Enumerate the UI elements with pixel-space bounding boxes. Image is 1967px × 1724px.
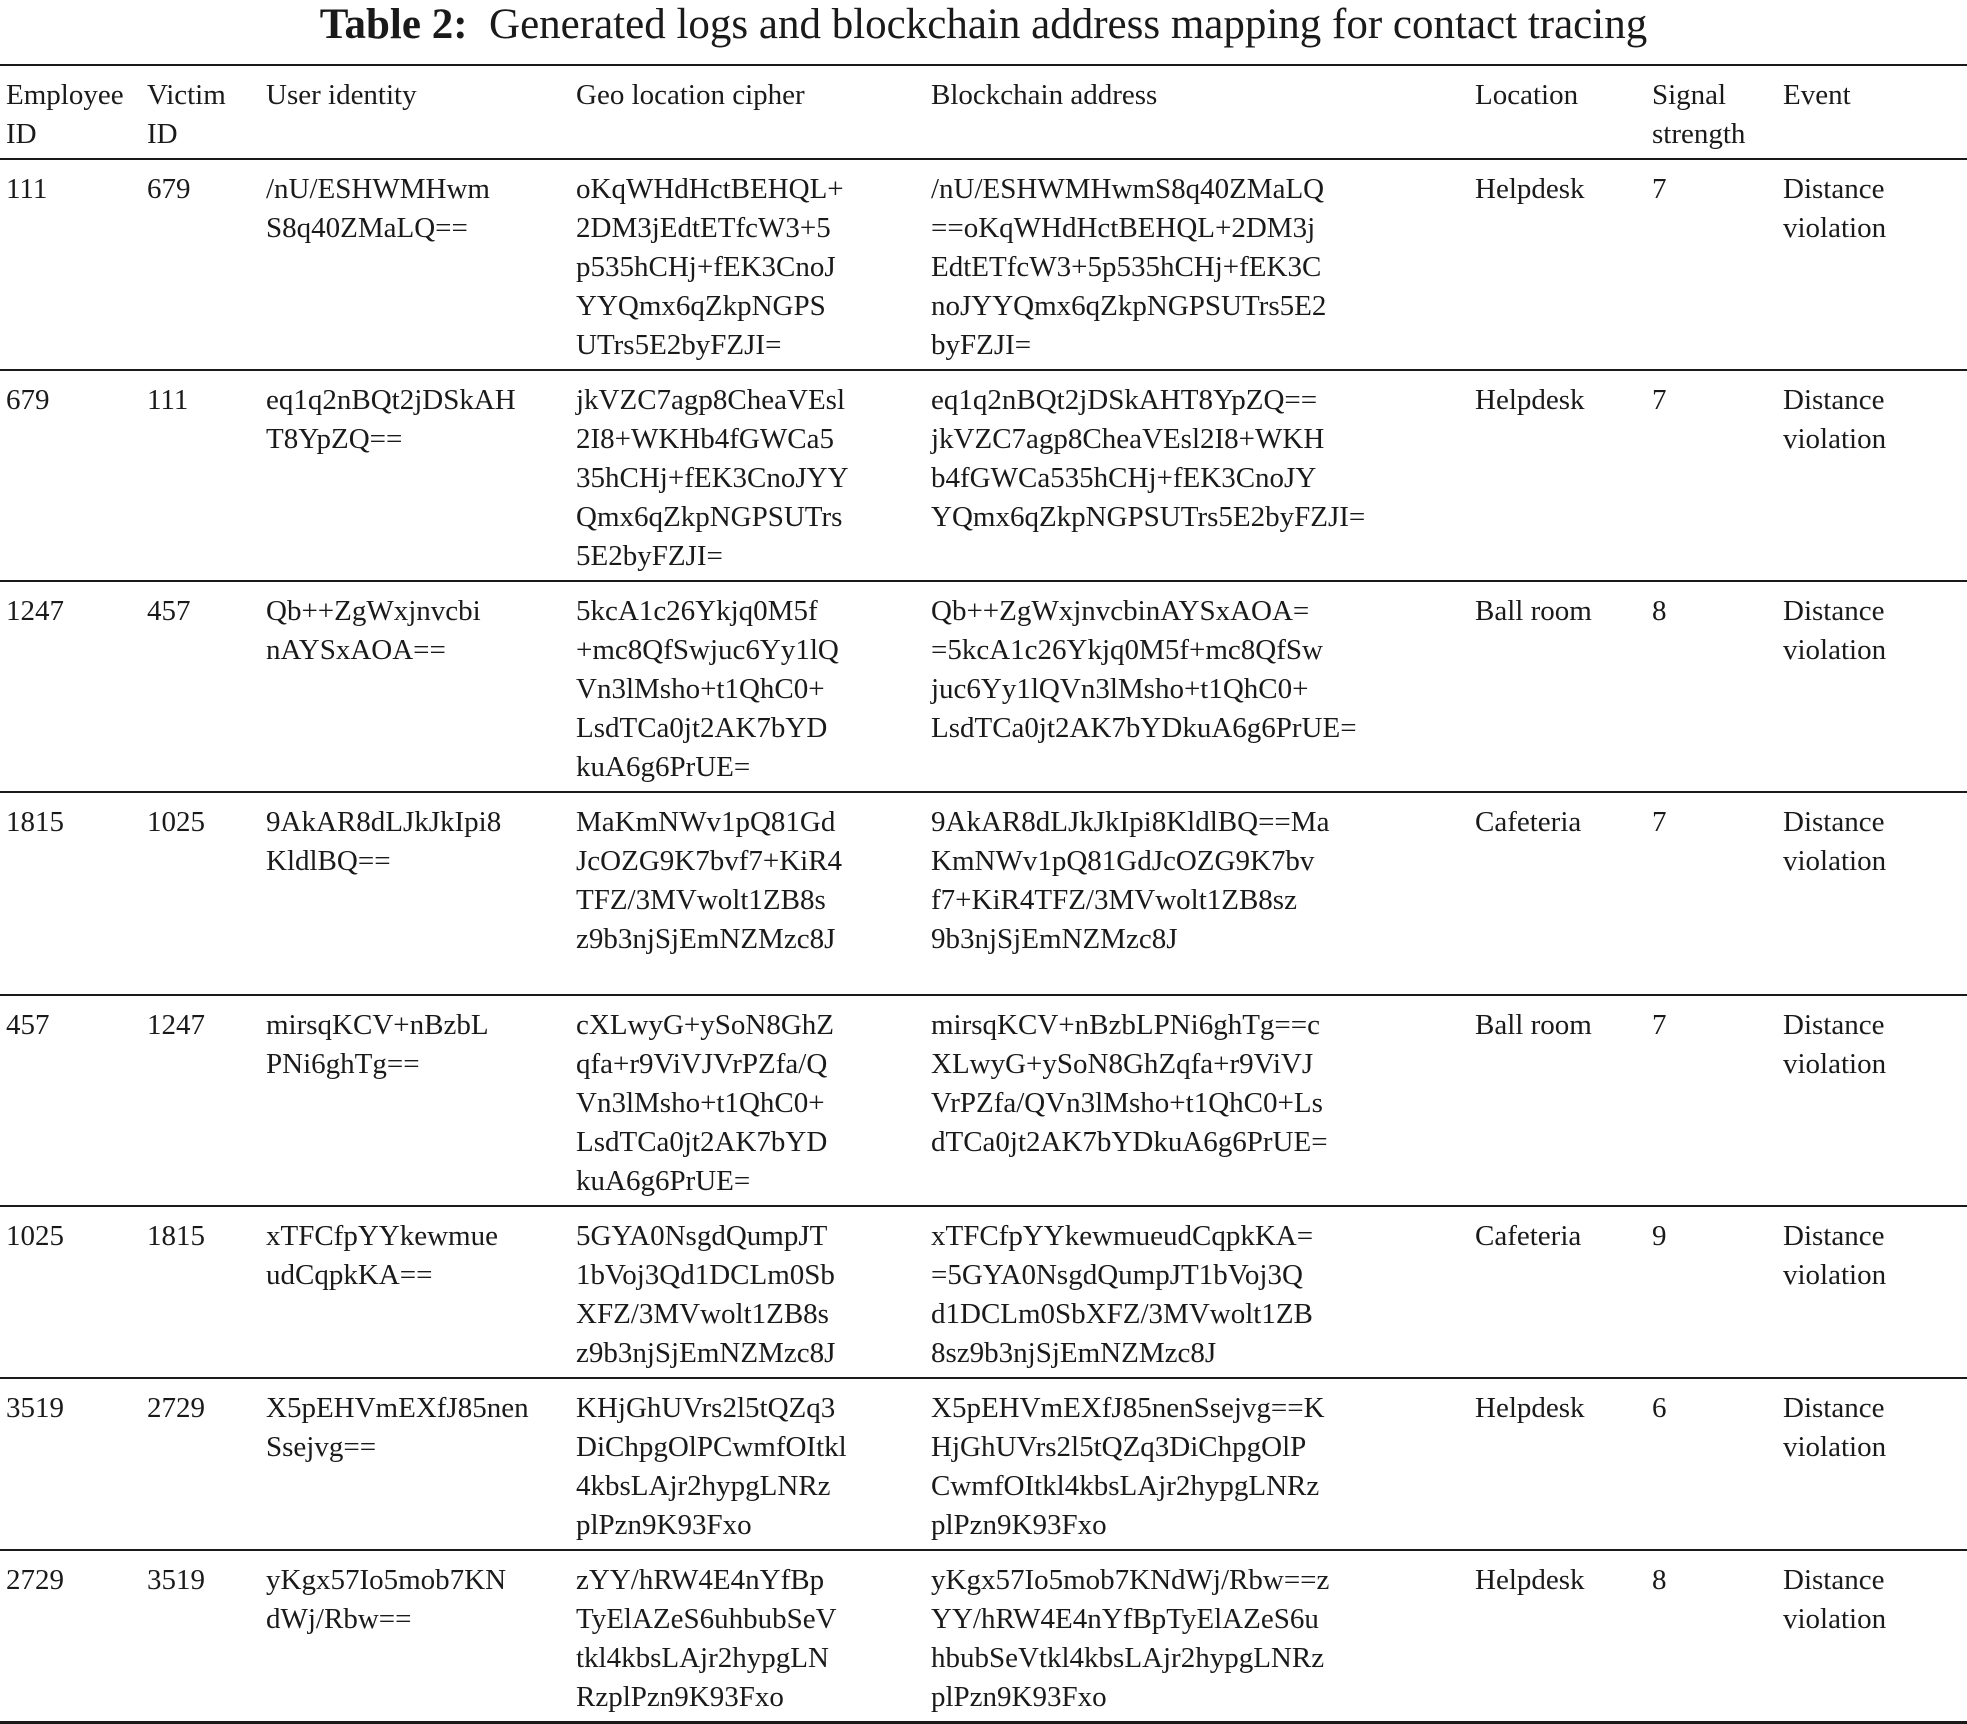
- cell-employee-id: 457: [6, 1009, 50, 1041]
- header-location: Location: [1475, 79, 1579, 111]
- cell-geo-cipher: zYY/hRW4E4nYfBp TyElAZeS6uhbubSeV tkl4kbsLAjr2hypgLN RzplPzn9K93Fxo: [576, 1564, 837, 1713]
- cell-blockchain-address: xTFCfpYYkewmueudCqpkKA= =5GYA0NsgdQumpJT1bVoj3Q d1DCLm0SbXFZ/3MVwolt1ZB 8sz9b3njSjEmNZMzc8J: [931, 1220, 1314, 1369]
- cell-blockchain-address: yKgx57Io5mob7KNdWj/Rbw==z YY/hRW4E4nYfBpTyElAZeS6u hbubSeVtkl4kbsLAjr2hypgLNRz plPzn9K93Fxo: [931, 1564, 1330, 1713]
- cell-geo-cipher: cXLwyG+ySoN8GhZ qfa+r9ViVJVrPZfa/Q Vn3lMsho+t1QhC0+ LsdTCa0jt2AK7bYD kuA6g6PrUE=: [576, 1009, 834, 1197]
- cell-location: Ball room: [1475, 1009, 1592, 1041]
- cell-employee-id: 1247: [6, 595, 64, 627]
- cell-employee-id: 1815: [6, 806, 64, 838]
- cell-event: Distance violation: [1783, 1009, 1887, 1080]
- cell-blockchain-address: 9AkAR8dLJkJkIpi8KldlBQ==Ma KmNWv1pQ81GdJcOZG9K7bv f7+KiR4TFZ/3MVwolt1ZB8sz 9b3njSjEmNZMzc8J: [931, 806, 1330, 955]
- header-user-identity: User identity: [266, 79, 417, 111]
- table-row: [0, 370, 1967, 581]
- cell-signal-strength: 9: [1652, 1220, 1667, 1252]
- cell-signal-strength: 7: [1652, 384, 1667, 416]
- cell-geo-cipher: 5GYA0NsgdQumpJT 1bVoj3Qd1DCLm0Sb XFZ/3MVwolt1ZB8s z9b3njSjEmNZMzc8J: [576, 1220, 836, 1369]
- cell-victim-id: 679: [147, 173, 191, 205]
- cell-employee-id: 3519: [6, 1392, 64, 1424]
- cell-employee-id: 679: [6, 384, 50, 416]
- cell-blockchain-address: eq1q2nBQt2jDSkAHT8YpZQ== jkVZC7agp8CheaVEsl2I8+WKH b4fGWCa535hCHj+fEK3CnoJY YQmx6qZkpNGPSUTrs5E2byFZJI=: [931, 384, 1366, 533]
- cell-geo-cipher: oKqWHdHctBEHQL+ 2DM3jEdtETfcW3+5 p535hCHj+fEK3CnoJ YYQmx6qZkpNGPS UTrs5E2byFZJI=: [576, 173, 844, 361]
- cell-signal-strength: 7: [1652, 1009, 1667, 1041]
- cell-geo-cipher: 5kcA1c26Ykjq0M5f +mc8QfSwjuc6Yy1lQ Vn3lMsho+t1QhC0+ LsdTCa0jt2AK7bYD kuA6g6PrUE=: [576, 595, 839, 783]
- cell-location: Cafeteria: [1475, 806, 1582, 838]
- cell-victim-id: 1247: [147, 1009, 205, 1041]
- table-row: [0, 995, 1967, 1206]
- table-row: [0, 1378, 1967, 1550]
- cell-location: Helpdesk: [1475, 1564, 1585, 1596]
- cell-signal-strength: 8: [1652, 1564, 1667, 1596]
- cell-blockchain-address: Qb++ZgWxjnvcbinAYSxAOA= =5kcA1c26Ykjq0M5f+mc8QfSw juc6Yy1lQVn3lMsho+t1QhC0+ LsdTCa0jt2AK7bYDkuA6g6PrUE=: [931, 595, 1357, 744]
- table-caption: [0, 0, 1967, 58]
- cell-geo-cipher: jkVZC7agp8CheaVEsl 2I8+WKHb4fGWCa5 35hCHj+fEK3CnoJYY Qmx6qZkpNGPSUTrs 5E2byFZJI=: [576, 384, 849, 572]
- cell-user-identity: X5pEHVmEXfJ85nen Ssejvg==: [266, 1392, 529, 1463]
- cell-geo-cipher: KHjGhUVrs2l5tQZq3 DiChpgOlPCwmfOItkl 4kbsLAjr2hypgLNRz plPzn9K93Fxo: [576, 1392, 847, 1541]
- cell-victim-id: 3519: [147, 1564, 205, 1596]
- cell-user-identity: /nU/ESHWMHwm S8q40ZMaLQ==: [266, 173, 490, 244]
- cell-event: Distance violation: [1783, 1564, 1887, 1635]
- cell-blockchain-address: X5pEHVmEXfJ85nenSsejvg==K HjGhUVrs2l5tQZq3DiChpgOlP CwmfOItkl4kbsLAjr2hypgLNRz plPzn9K93Fxo: [931, 1392, 1325, 1541]
- cell-event: Distance violation: [1783, 173, 1887, 244]
- cell-user-identity: xTFCfpYYkewmue udCqpkKA==: [266, 1220, 498, 1291]
- cell-victim-id: 2729: [147, 1392, 205, 1424]
- cell-event: Distance violation: [1783, 806, 1887, 877]
- cell-blockchain-address: /nU/ESHWMHwmS8q40ZMaLQ ==oKqWHdHctBEHQL+2DM3j EdtETfcW3+5p535hCHj+fEK3C noJYYQmx6qZkpNGPSUTrs5E2 byFZJI=: [931, 173, 1327, 361]
- header-geo-location-cipher: Geo location cipher: [576, 79, 805, 111]
- cell-blockchain-address: mirsqKCV+nBzbLPNi6ghTg==c XLwyG+ySoN8GhZqfa+r9ViVJ VrPZfa/QVn3lMsho+t1QhC0+Ls dTCa0jt2AK7bYDkuA6g6PrUE=: [931, 1009, 1328, 1158]
- cell-user-identity: 9AkAR8dLJkJkIpi8 KldlBQ==: [266, 806, 502, 877]
- header-row: [0, 65, 1967, 159]
- cell-event: Distance violation: [1783, 1392, 1887, 1463]
- table-row: [0, 159, 1967, 370]
- header-employee-id: Employee ID: [6, 79, 124, 150]
- cell-event: Distance violation: [1783, 384, 1887, 455]
- cell-user-identity: eq1q2nBQt2jDSkAH T8YpZQ==: [266, 384, 516, 455]
- header-event: Event: [1783, 79, 1851, 111]
- cell-user-identity: Qb++ZgWxjnvcbi nAYSxAOA==: [266, 595, 481, 666]
- cell-employee-id: 1025: [6, 1220, 64, 1252]
- table-caption-label: Table 2:: [319, 1, 468, 48]
- cell-event: Distance violation: [1783, 595, 1887, 666]
- table-row: [0, 1550, 1967, 1723]
- header-victim-id: Victim ID: [147, 79, 226, 150]
- cell-signal-strength: 6: [1652, 1392, 1667, 1424]
- cell-victim-id: 111: [147, 384, 189, 416]
- cell-geo-cipher: MaKmNWv1pQ81Gd JcOZG9K7bvf7+KiR4 TFZ/3MVwolt1ZB8s z9b3njSjEmNZMzc8J: [576, 806, 843, 955]
- cell-signal-strength: 7: [1652, 173, 1667, 205]
- table-row: [0, 581, 1967, 792]
- cell-location: Helpdesk: [1475, 1392, 1585, 1424]
- cell-signal-strength: 7: [1652, 806, 1667, 838]
- table-caption-text: Generated logs and blockchain address mapping for contact tracing: [489, 1, 1648, 48]
- cell-victim-id: 1025: [147, 806, 205, 838]
- cell-employee-id: 111: [6, 173, 48, 205]
- cell-location: Cafeteria: [1475, 1220, 1582, 1252]
- cell-employee-id: 2729: [6, 1564, 64, 1596]
- cell-victim-id: 1815: [147, 1220, 205, 1252]
- cell-user-identity: yKgx57Io5mob7KN dWj/Rbw==: [266, 1564, 507, 1635]
- cell-user-identity: mirsqKCV+nBzbL PNi6ghTg==: [266, 1009, 489, 1080]
- cell-signal-strength: 8: [1652, 595, 1667, 627]
- cell-victim-id: 457: [147, 595, 191, 627]
- table-row: [0, 792, 1967, 995]
- table-row: [0, 1206, 1967, 1378]
- cell-location: Helpdesk: [1475, 173, 1585, 205]
- header-blockchain-address: Blockchain address: [931, 79, 1158, 111]
- contact-tracing-table: [0, 64, 1967, 1724]
- cell-location: Ball room: [1475, 595, 1592, 627]
- cell-location: Helpdesk: [1475, 384, 1585, 416]
- cell-event: Distance violation: [1783, 1220, 1887, 1291]
- header-signal-strength: Signal strength: [1652, 79, 1746, 150]
